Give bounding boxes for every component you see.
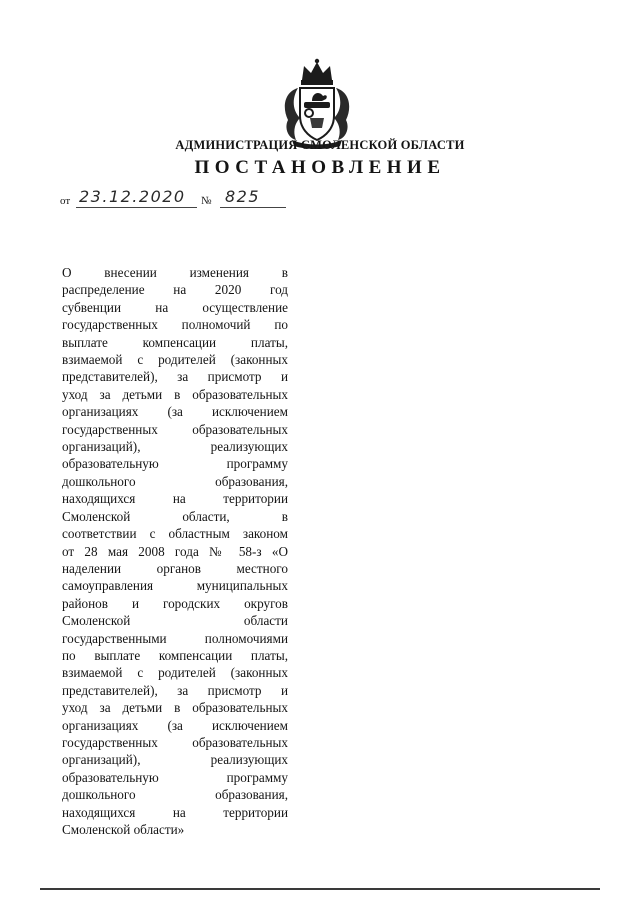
subject-line: распределение на 2020 год (62, 282, 288, 298)
subject-line: районов и городских округов (62, 595, 288, 611)
subject-line: Смоленской области (62, 613, 288, 629)
subject-line: О внесении изменения в (62, 265, 288, 280)
bottom-divider (40, 888, 600, 890)
number-underline (220, 207, 286, 208)
subject-line: уход за детьми в образовательных (62, 386, 288, 402)
subject-line: представителей), за присмотр и (62, 369, 288, 385)
subject-line: образовательную программу (62, 769, 288, 785)
subject-line: субвенции на осуществление (62, 299, 288, 315)
subject-line: государственных полномочий по (62, 317, 288, 333)
subject-line: Смоленской области, в (62, 508, 288, 524)
subject-line: наделении органов местного (62, 560, 288, 576)
decree-subject (62, 264, 288, 838)
subject-line: соответствии с областным законом (62, 526, 288, 542)
subject-line: представителей), за присмотр и (62, 682, 288, 698)
subject-line: находящихся на территории (62, 804, 288, 820)
subject-line: дошкольного образования, (62, 787, 288, 803)
subject-line: взимаемой с родителей (законных (62, 665, 288, 681)
subject-line: образовательную программу (62, 456, 288, 472)
subject-line: государственных образовательных (62, 421, 288, 437)
number-label: № (201, 195, 212, 207)
subject-line: дошкольного образования, (62, 473, 288, 489)
subject-line: находящихся на территории (62, 491, 288, 507)
subject-line: государственных образовательных (62, 734, 288, 750)
organization-name: АДМИНИСТРАЦИЯ СМОЛЕНСКОЙ ОБЛАСТИ (175, 138, 465, 152)
subject-line: организациях (за исключением (62, 404, 288, 420)
date-value: 23.12.2020 (79, 187, 186, 206)
document-title: ПОСТАНОВЛЕНИЕ (194, 157, 446, 178)
subject-line: от 28 мая 2008 года № 58-з «О (62, 543, 288, 559)
date-label: от (60, 195, 71, 207)
subject-line: взимаемой с родителей (законных (62, 352, 288, 368)
subject-line: организациях (за исключением (62, 717, 288, 733)
subject-line: по выплате компенсации платы, (62, 647, 288, 663)
subject-line: выплате компенсации платы, (62, 334, 288, 350)
number-value: 825 (225, 187, 261, 206)
subject-line: уход за детьми в образовательных (62, 700, 288, 716)
subject-line: организаций), реализующих (62, 752, 288, 768)
subject-line: государственными полномочиями (62, 630, 288, 646)
subject-line: Смоленской области» (62, 822, 185, 837)
date-number-line (60, 186, 300, 210)
subject-line: организаций), реализующих (62, 439, 288, 455)
subject-line: самоуправления муниципальных (62, 578, 288, 594)
date-underline (76, 207, 197, 208)
coat-of-arms-icon (282, 58, 352, 150)
